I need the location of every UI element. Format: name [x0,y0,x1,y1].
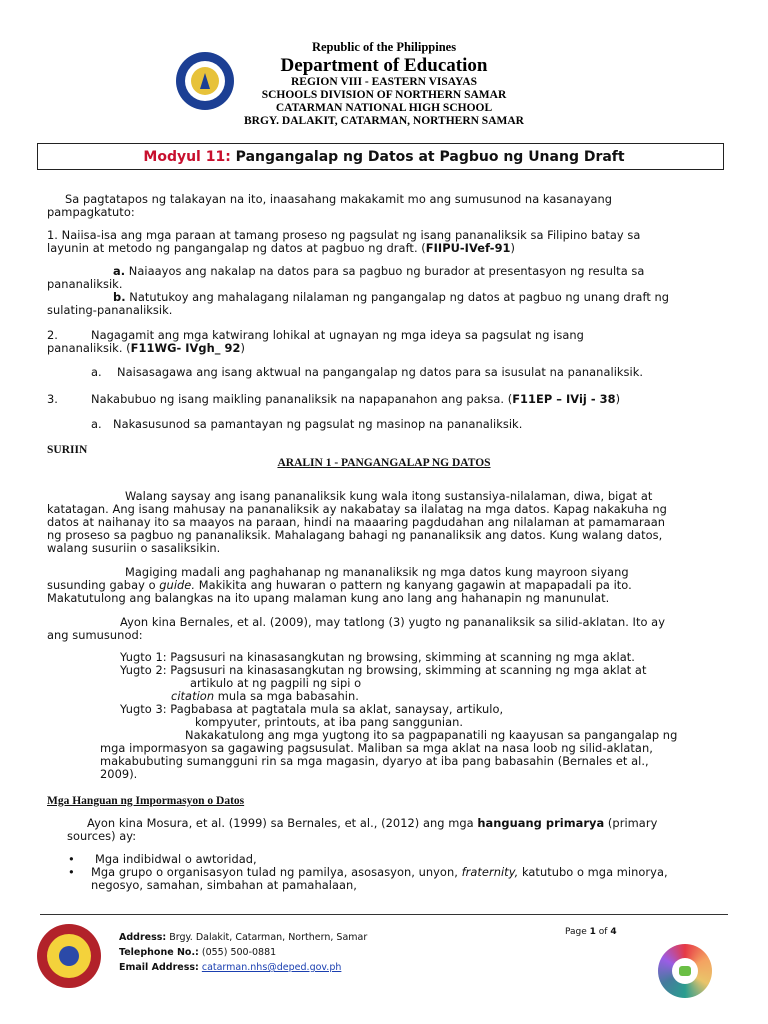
stage-2-cont-2: citation mula sa mga babasahin. [171,689,359,703]
objective-3-text: Nakabubuo ng isang maikling pananaliksik na napapanahon ang paksa. (F11EP – IVij - 38) [91,392,621,406]
school-logo [37,924,101,988]
section-label: SURIIN [47,444,88,456]
objective-2a-label: a. [91,365,102,379]
objective-1b-line-1: b. Natutukoy ang mahalagang nilalaman ng pangangalap ng datos at pagbuo ng unang draft ng [113,290,670,304]
lesson-title: ARALIN 1 - PANGANGALAP NG DATOS [277,457,491,469]
header-republic: Republic of the Philippines [311,40,457,54]
page-indicator: Page 1 of 4 [565,927,617,937]
partner-logo [658,944,712,998]
paragraph-3-line-2: ang sumusunod: [47,628,143,642]
paragraph-2-line-1: Magiging madali ang paghahanap ng mananaliksik ng mga datos kung mayroon siyang [125,565,629,579]
bullet-icon: • [68,865,75,879]
paragraph-5-line-2: sources) ay: [67,829,137,843]
paragraph-1-line-3: datos at naihanay ito sa maayos na paraan, hindi na maaaring pagdudahan ang nilalaman at pamamaraan [47,515,666,529]
module-number: Modyul 11: [143,149,231,165]
objective-1-line-2: layunin at metodo ng pangangalap ng datos at pagbuo ng draft. (FIIPU-IVef-91) [47,241,516,255]
bullet-icon: • [68,852,75,866]
objective-2a-text: Naisasagawa ang isang aktwual na pangangalap ng datos para sa isusulat na pananaliksik. [117,365,644,379]
competency-code: F11WG- IVgh_ [130,341,221,355]
paragraph-4-line-4: 2009). [100,767,138,781]
paragraph-1-line-2: katatagan. Ang isang mahusay na pananaliksik ay nakabatay sa ilalatag na mga datos. Kapag nakakuha ng [47,502,667,516]
stage-3-cont: kompyuter, printouts, at iba pang sanggunian. [195,715,464,729]
competency-code: F11EP – IVij [512,392,587,406]
paragraph-4-line-3: makabubuting sumangguni rin sa mga magasin, dyaryo at iba pang babasahin (Bernales et al., [100,754,649,768]
objective-1a-line-1: a. Naiaayos ang nakalap na datos para sa pagbuo ng burador at presentasyon ng resulta sa [113,264,645,278]
objective-1b-line-2: sulating-pananaliksik. [47,303,173,317]
paragraph-3-line-1: Ayon kina Bernales, et al. (2009), may tatlong (3) yugto ng pananaliksik sa silid-aklatan. Ito ay [120,615,665,629]
stage-2: Yugto 2: Pagsusuri na kinasasangkutan ng browsing, skimming at scanning ng mga aklat at [120,663,647,677]
module-title-text: Pangangalap ng Datos at Pagbuo ng Unang Draft [230,149,625,165]
paragraph-1-line-1: Walang saysay ang isang pananaliksik kung wala itong sustansiya-nilalaman, diwa, bigat at [125,489,653,503]
intro-line-1: Sa pagtatapos ng talakayan na ito, inaasahang makakamit mo ang sumusunod na kasanayang [65,192,613,206]
footer-address: Address: Brgy. Dalakit, Catarman, Northern, Samar [119,932,368,943]
bullet-item-2-cont: negosyo, samahan, simbahan at pamahalaan, [91,878,357,892]
header-department: Department of Education [280,55,488,76]
objective-3a-text: Nakasusunod sa pamantayan ng pagsulat ng masinop na pananaliksik. [113,417,523,431]
objective-2-line-2: pananaliksik. (F11WG- IVgh_ 92) [47,341,245,355]
footer-divider [40,914,728,915]
competency-code: FIIPU-IVef-91 [425,241,511,255]
stage-2-cont-1: artikulo at ng pagpili ng sipi o [190,676,362,690]
objective-1-line-1: 1. Naiisa-isa ang mga paraan at tamang proseso ng pagsulat ng isang pananaliksik sa Filipino batay sa [47,228,641,242]
stage-3: Yugto 3: Pagbabasa at pagtatala mula sa aklat, sanaysay, artikulo, [120,702,504,716]
footer-contact [119,930,367,975]
intro-line-2: pampagkatuto: [47,205,135,219]
objective-2-line-1: Nagagamit ang mga katwirang lohikal at ugnayan ng mga ideya sa pagsulat ng isang [91,328,584,342]
objective-3-number: 3. [47,392,58,406]
objective-1a-line-2: pananaliksik. [47,277,123,291]
objective-2-number: 2. [47,328,58,342]
header-address: BRGY. DALAKIT, CATARMAN, NORTHERN SAMAR [244,115,524,127]
bullet-item-1: Mga indibidwal o awtoridad, [95,852,257,866]
paragraph-4-line-1: Nakakatulong ang mga yugtong ito sa pagpapanatili ng kaayusan sa pangangalap ng [185,728,678,742]
footer-telephone: Telephone No.: (055) 500-0881 [119,947,277,958]
sources-heading: Mga Hanguan ng Impormasyon o Datos [47,795,245,807]
email-link[interactable]: catarman.nhs@deped.gov.ph [201,962,342,973]
footer-email: Email Address: catarman.nhs@deped.gov.ph [119,962,342,973]
paragraph-2-line-2: susunding gabay o guide. Makikita ang huwaran o pattern ng kanyang gagawin at mapapadali pa ito. [47,578,632,592]
header-division: SCHOOLS DIVISION OF NORTHERN SAMAR [261,89,507,101]
module-title [0,149,768,165]
paragraph-5-line-1: Ayon kina Mosura, et al. (1999) sa Bernales, et al., (2012) ang mga hanguang primarya (primary [87,816,658,830]
paragraph-1-line-4: ng proseso sa pagbuo ng pananaliksik. Mahalagang bahagi ng pananaliksik ang datos. Kung walang datos, [47,528,663,542]
paragraph-1-line-5: walang susuriin o sasaliksikin. [47,541,221,555]
objective-3a-label: a. [91,417,102,431]
paragraph-2-line-3: Makatutulong ang balangkas na ito upang malaman kung ano lang ang hahanapin ng manunulat. [47,591,610,605]
stage-1: Yugto 1: Pagsusuri na kinasasangkutan ng browsing, skimming at scanning ng mga aklat. [120,650,635,664]
paragraph-4-line-2: mga impormasyon sa gagawing pagsusulat. Maliban sa mga aklat na nasa loob ng silid-aklatan, [100,741,653,755]
header-region: REGION VIII - EASTERN VISAYAS [291,76,477,88]
header-school: CATARMAN NATIONAL HIGH SCHOOL [275,102,493,114]
bullet-item-2: Mga grupo o organisasyon tulad ng pamilya, asosasyon, unyon, fraternity, katutubo o mga minorya, [91,865,668,879]
